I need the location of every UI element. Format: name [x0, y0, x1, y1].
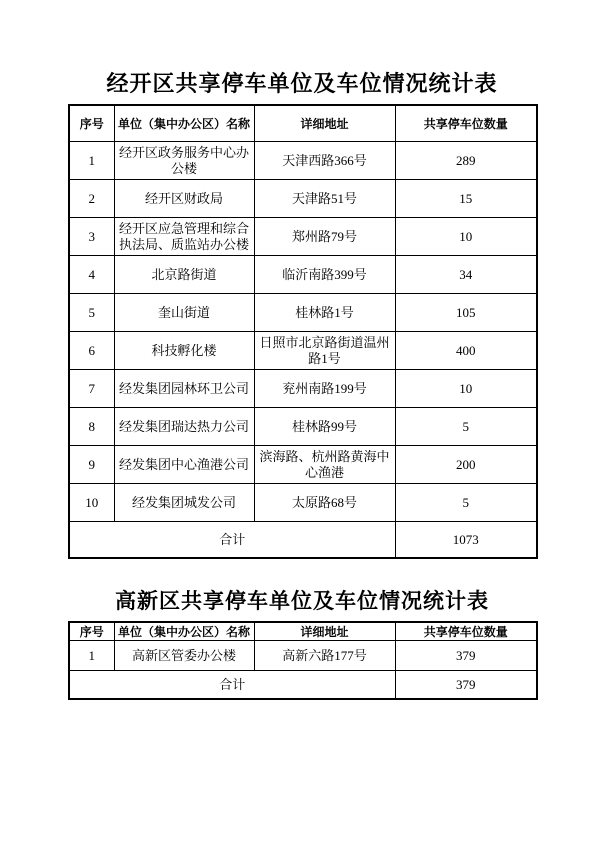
header-seq: 序号: [69, 105, 114, 142]
cell-address: 天津路51号: [254, 180, 395, 218]
header-address: 详细地址: [254, 622, 395, 641]
cell-unit-name: 经发集团园林环卫公司: [114, 370, 254, 408]
cell-seq: 1: [69, 641, 114, 671]
cell-unit-name: 经开区财政局: [114, 180, 254, 218]
cell-seq: 1: [69, 142, 114, 180]
table-row: [69, 446, 537, 484]
table-row: [69, 370, 537, 408]
cell-seq: 3: [69, 218, 114, 256]
table-row: [69, 218, 537, 256]
cell-address: 桂林路99号: [254, 408, 395, 446]
cell-seq: 6: [69, 332, 114, 370]
cell-count: 34: [395, 256, 537, 294]
cell-unit-name: 经发集团城发公司: [114, 484, 254, 522]
cell-count: 5: [395, 484, 537, 522]
cell-address: 天津西路366号: [254, 142, 395, 180]
cell-count: 15: [395, 180, 537, 218]
cell-unit-name: 经发集团中心渔港公司: [114, 446, 254, 484]
total-label: 合计: [69, 522, 395, 559]
cell-seq: 8: [69, 408, 114, 446]
cell-address: 高新六路177号: [254, 641, 395, 671]
cell-count: 10: [395, 218, 537, 256]
cell-count: 105: [395, 294, 537, 332]
cell-count: 379: [395, 641, 537, 671]
cell-unit-name: 科技孵化楼: [114, 332, 254, 370]
cell-address: 临沂南路399号: [254, 256, 395, 294]
jingkai-table-title: 经开区共享停车单位及车位情况统计表: [106, 71, 498, 96]
table-body: [69, 641, 537, 700]
cell-unit-name: 高新区管委办公楼: [114, 641, 254, 671]
cell-count: 400: [395, 332, 537, 370]
jingkai-parking-table: [68, 104, 538, 559]
table-row: [69, 484, 537, 522]
cell-unit-name: 经发集团瑞达热力公司: [114, 408, 254, 446]
total-row: [69, 522, 537, 559]
total-value: 1073: [395, 522, 537, 559]
gaoxin-parking-table: [68, 621, 538, 700]
table-row: [69, 256, 537, 294]
cell-address: 太原路68号: [254, 484, 395, 522]
table-row: [69, 142, 537, 180]
total-row: [69, 671, 537, 700]
cell-seq: 5: [69, 294, 114, 332]
table-row: [69, 294, 537, 332]
table-body: [69, 142, 537, 559]
cell-unit-name: 经开区应急管理和综合执法局、质监站办公楼: [114, 218, 254, 256]
cell-unit-name: 经开区政务服务中心办公楼: [114, 142, 254, 180]
total-value: 379: [395, 671, 537, 700]
cell-seq: 9: [69, 446, 114, 484]
table-row: [69, 332, 537, 370]
total-label: 合计: [69, 671, 395, 700]
cell-seq: 4: [69, 256, 114, 294]
cell-seq: 7: [69, 370, 114, 408]
header-unit-name: 单位（集中办公区）名称: [114, 105, 254, 142]
cell-count: 5: [395, 408, 537, 446]
cell-seq: 2: [69, 180, 114, 218]
cell-address: 日照市北京路街道温州路1号: [254, 332, 395, 370]
cell-seq: 10: [69, 484, 114, 522]
table-header: [69, 622, 537, 641]
header-seq: 序号: [69, 622, 114, 641]
header-address: 详细地址: [254, 105, 395, 142]
header-count: 共享停车位数量: [395, 622, 537, 641]
cell-unit-name: 奎山街道: [114, 294, 254, 332]
gaoxin-table-title: 高新区共享停车单位及车位情况统计表: [115, 589, 489, 613]
cell-address: 桂林路1号: [254, 294, 395, 332]
header-row: [69, 105, 537, 142]
table-row: [69, 180, 537, 218]
cell-address: 兖州南路199号: [254, 370, 395, 408]
cell-count: 200: [395, 446, 537, 484]
cell-unit-name: 北京路街道: [114, 256, 254, 294]
cell-count: 289: [395, 142, 537, 180]
cell-address: 郑州路79号: [254, 218, 395, 256]
header-row: [69, 622, 537, 641]
table-row: [69, 408, 537, 446]
table-header: [69, 105, 537, 142]
header-count: 共享停车位数量: [395, 105, 537, 142]
cell-count: 10: [395, 370, 537, 408]
header-unit-name: 单位（集中办公区）名称: [114, 622, 254, 641]
cell-address: 滨海路、杭州路黄海中心渔港: [254, 446, 395, 484]
table-row: [69, 641, 537, 671]
